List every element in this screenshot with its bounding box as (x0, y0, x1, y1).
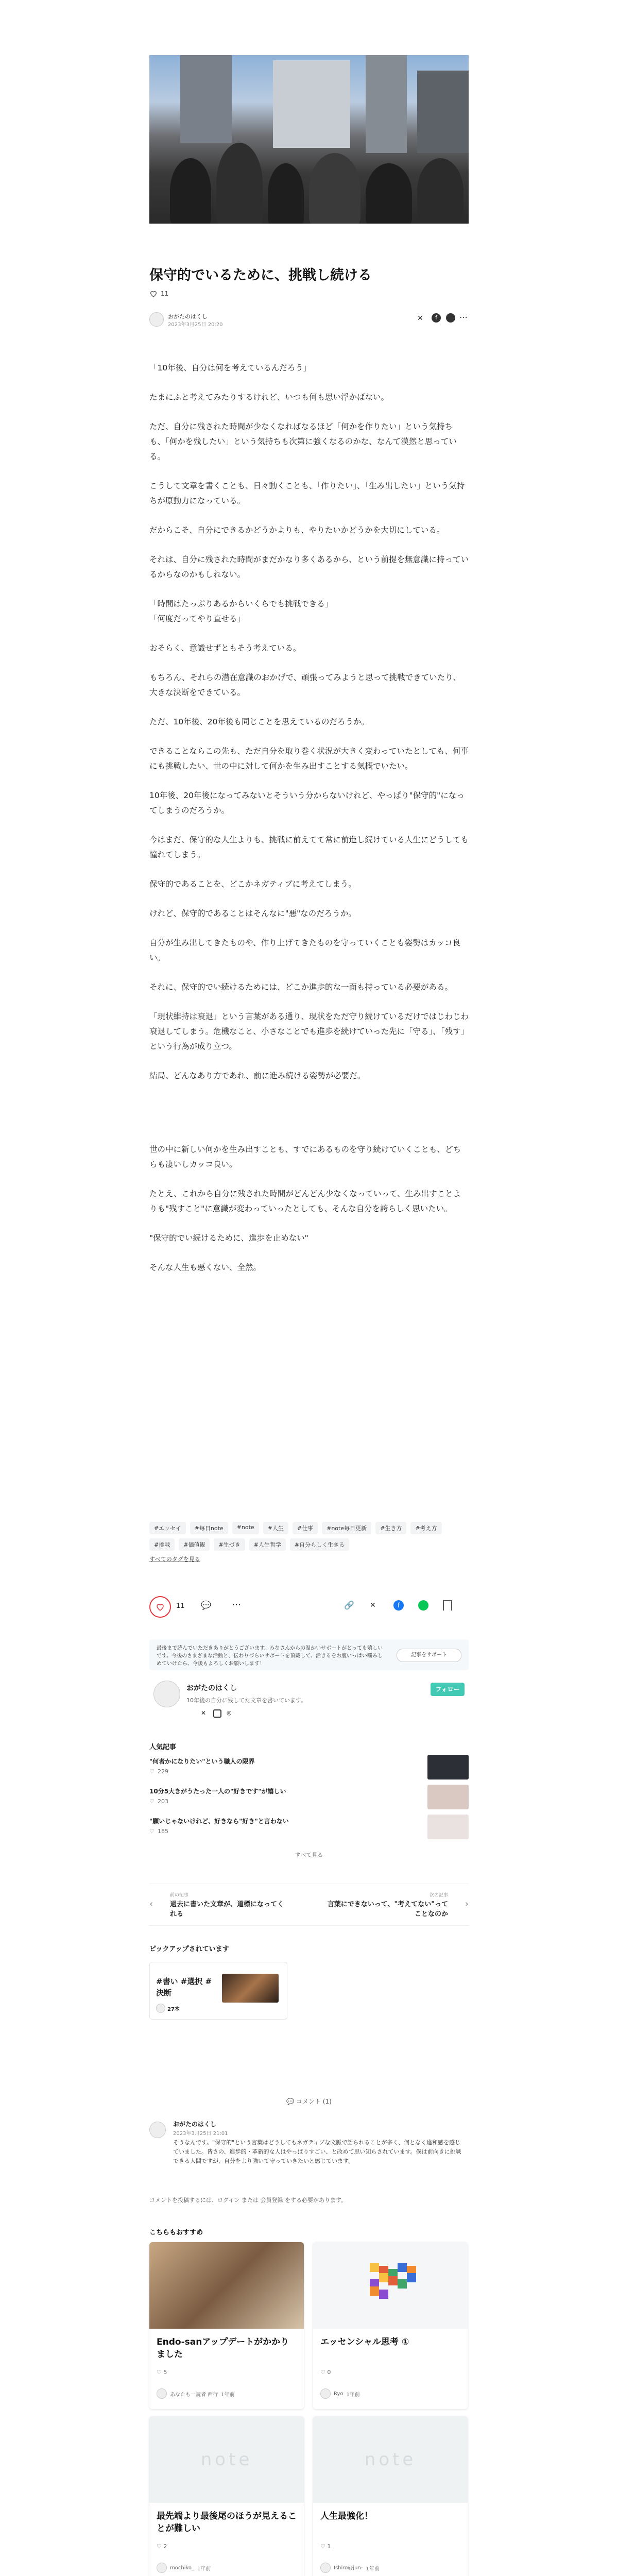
prev-label: 前の記事 (170, 1893, 189, 1898)
popular-title: 人気記事 (149, 1743, 177, 1751)
card-title: Endo-sanアップデートがかかりました (157, 2337, 289, 2360)
card-author (320, 2563, 380, 2573)
tag-chip[interactable]: #価値観 (179, 1538, 210, 1551)
like-count: 11 (161, 290, 169, 297)
author-avatar[interactable] (149, 312, 164, 327)
article-paragraph: けれど、保守的であることはそんなに"悪"なのだろうか。 (149, 909, 356, 918)
support-box (149, 1639, 469, 1670)
next-label: 次の記事 (429, 1893, 448, 1898)
link-icon[interactable]: 🔗 (344, 1600, 354, 1610)
magazine-thumbnail (222, 1974, 279, 2003)
tag-chip[interactable]: #挑戦 (149, 1538, 175, 1551)
support-text: 最後まで読んでいただきありがとうございます。みなさんからの温かいサポートがとっても嬉しいです。今後のさまざまな活動と、伝わりづらいサポートを頂戴して、活きるをお腹いっぱい噛みしめていけたら、今後もよろしくお願いします！ (157, 1646, 383, 1666)
article-paragraph: 保守的であることを、どこかネガティブに考えてしまう。 (149, 879, 356, 889)
chevron-right-icon[interactable]: › (465, 1899, 469, 1909)
card-like-count: 0 (327, 2369, 331, 2376)
magazine-avatar (156, 2004, 165, 2013)
card-likes (320, 2369, 331, 2376)
login-hint[interactable]: コメントを投稿するには、ログイン または 会員登録 をする必要があります。 (149, 2197, 347, 2204)
popular-item[interactable] (149, 1755, 469, 1782)
card-likes (157, 2543, 167, 2550)
tag-chip[interactable]: #毎日note (190, 1522, 228, 1534)
popular-item-title: "何者かになりたい"という職人の限界 (149, 1758, 255, 1765)
popular-item-likes: 229 (158, 1768, 168, 1775)
article-paragraph: 「現状維持は衰退」という言葉がある通り、現状をただ守り続けているだけではじわじわ衰退してしまう。危機なこと、小さなことでも進歩を続けていった先に「守る」、「残す」という行為が成り立つ。 (149, 1012, 469, 1051)
card-title: 最先端より最後尾のほうが見えることが難しい (157, 2511, 297, 2534)
popular-item[interactable] (149, 1815, 469, 1841)
more-icon[interactable]: ⋯ (459, 312, 468, 322)
popular-item-likes: 185 (158, 1828, 168, 1835)
heart-icon: ♡ (320, 2543, 328, 2550)
tag-chip[interactable]: #仕事 (293, 1522, 318, 1534)
heart-icon (156, 1602, 165, 1612)
profile-bio: 10年後の自分に残してた文章を書いています。 (186, 1697, 307, 1704)
facebook-icon[interactable]: f (393, 1600, 404, 1611)
popular-item[interactable] (149, 1785, 469, 1811)
card-author-avatar (320, 2388, 331, 2399)
card-time: 1年前 (197, 2566, 211, 2572)
card-title: 人生最強化！ (320, 2511, 373, 2521)
pickup-magazine[interactable] (149, 1962, 287, 2020)
instagram-icon[interactable] (213, 1709, 221, 1718)
article-paragraph (149, 1098, 469, 1128)
tag-chip[interactable]: #人生哲学 (249, 1538, 286, 1551)
popular-item-thumbnail (427, 1815, 469, 1839)
card-author-name: Ishiro@jun- (334, 2565, 363, 2571)
rss-icon[interactable]: ◎ (227, 1709, 232, 1716)
comment-header (149, 2097, 469, 2106)
card-author (157, 2563, 211, 2573)
comment-text: そうなんです。"保守的"という言葉はどうしてもネガティブな文脈で語られることが多く、何となく違和感を感じていました。皆さの、進歩的・革新的な人はやっぱりすごい、と改めて思い知らされています。僕は前向きに挑戦できる人間ですが、自分をより強いて守っていきたいと感じています。 (173, 2139, 461, 2164)
card-author-avatar (320, 2563, 331, 2573)
tag-chip[interactable]: #生き方 (375, 1522, 406, 1534)
card-likes (157, 2369, 167, 2376)
profile-name[interactable]: おがたのはくし (186, 1684, 237, 1692)
comment-author[interactable]: おがたのはくし (173, 2121, 217, 2128)
article-paragraph: できることならこの先も、ただ自分を取り巻く状況が大きく変わっていたとしても、何事にも挑戦したい、世の中に対して何かを生み出すことする気概でいたい。 (149, 747, 469, 771)
article-paragraph: 「時間はたっぷりあるからいくらでも挑戦できる」 「何度だってやり直せる」 (149, 599, 333, 623)
more-icon[interactable]: ⋯ (232, 1599, 241, 1610)
tag-chip[interactable]: #生づき (214, 1538, 245, 1551)
article-paragraph: "保守的でい続けるために、進歩を止めない" (149, 1233, 308, 1243)
x-share-icon[interactable]: ✕ (417, 314, 423, 323)
comment-icon: 💬 (286, 2098, 295, 2105)
card-author-avatar (157, 2388, 167, 2399)
card-title: エッセンシャル思考 ① (320, 2337, 409, 2347)
popular-item-likes: 203 (158, 1798, 168, 1805)
like-count: 11 (176, 1602, 185, 1610)
article-paragraph: たまにふと考えてみたりするけれど、いつも何も思い浮かばない。 (149, 393, 389, 402)
facebook-icon[interactable]: f (432, 313, 441, 323)
tag-chip[interactable]: #エッセイ (149, 1522, 186, 1534)
heart-icon: ♡ (157, 2543, 164, 2550)
author-row (149, 312, 469, 328)
article-paragraph: ただ、自分に残された時間が少なくなればなるほど「何かを作りたい」という気持ちも、「何かを残したい」という気持ちも次第に強くなるのかな、なんて漠然と思っている。 (149, 422, 457, 461)
heart-icon: ♡ (149, 1798, 154, 1805)
article-paragraph: それは、自分に残された時間がまだかなり多くあるから、という前提を無意識に持っているからなのかもしれない。 (149, 555, 469, 579)
profile-avatar[interactable] (153, 1681, 180, 1707)
line-icon[interactable] (446, 313, 455, 323)
line-icon[interactable] (418, 1600, 428, 1611)
card-author-avatar (157, 2563, 167, 2573)
pickup-title: ピックアップされています (149, 1945, 229, 1953)
comment-date: 2023年3月25日 21:01 (173, 2131, 228, 2137)
heart-icon[interactable] (149, 290, 158, 298)
card-like-count: 1 (327, 2543, 331, 2550)
article-paragraph: 結局、どんなあり方であれ、前に進み続ける姿勢が必要だ。 (149, 1071, 366, 1080)
tag-chip[interactable]: #考え方 (410, 1522, 441, 1534)
article-paragraph: ただ、10年後、20年後も同じことを思えているのだろうか。 (149, 717, 369, 726)
article-paragraph: 「10年後、自分は何を考えているんだろう」 (149, 363, 312, 372)
card-likes (320, 2543, 331, 2550)
profile-card (149, 1677, 469, 1727)
card-like-count: 2 (163, 2543, 167, 2550)
card-author (320, 2388, 360, 2399)
card-like-count: 5 (163, 2369, 167, 2376)
x-icon[interactable]: ✕ (201, 1709, 207, 1717)
action-bar (149, 1596, 469, 1620)
article-paragraph: 世の中に新しい何かを生み出すことも、すでにあるものを守り続けていくことも、どちらも凄いしカッコ良い。 (149, 1145, 461, 1169)
comment-item (149, 2119, 469, 2180)
article-nav (149, 1884, 469, 1926)
heart-icon: ♡ (149, 1768, 154, 1775)
heart-icon: ♡ (320, 2369, 328, 2376)
card-author-name: あなたも一読者 西行 (170, 2392, 218, 2398)
card-time: 1年前 (346, 2392, 360, 2398)
article-paragraph: もちろん、それらの潜在意識のおかげで、頑張ってみようと思って挑戦できていたり、大きな決断をできている。 (149, 673, 461, 697)
recommended-card[interactable] (149, 2242, 304, 2409)
card-time: 1年前 (221, 2392, 235, 2398)
recommended-card[interactable] (149, 2416, 304, 2576)
tag-chip[interactable]: #note (232, 1522, 259, 1534)
prev-title[interactable]: 過去に書いた文章が、道標になってくれる (170, 1901, 284, 1918)
tag-chip[interactable]: #人生 (263, 1522, 288, 1534)
recommended-card[interactable] (313, 2242, 468, 2409)
like-button[interactable] (149, 1596, 171, 1618)
comment-avatar[interactable] (149, 2122, 166, 2138)
popular-item-thumbnail (427, 1755, 469, 1780)
article-paragraph: そんな人生も悪くない、全然。 (149, 1263, 262, 1272)
hero-image (149, 55, 469, 224)
article-paragraph: こうして文章を書くことも、日々動くことも、「作りたい」、「生み出したい」という気持ちが原動力になっている。 (149, 481, 465, 505)
bookmark-icon[interactable] (443, 1600, 452, 1611)
card-author-name: Ryo (334, 2391, 344, 2397)
article-paragraph: たとえ、これから自分に残された時間がどんどん少なくなっていって、生み出すことよりも"残すこと"に意識が変わっていったとしても、そんな自分を誇らしく思いたい。 (149, 1189, 461, 1213)
see-all-link[interactable]: すべて見る (295, 1852, 323, 1858)
follow-button[interactable]: フォロー (431, 1683, 465, 1696)
comment-count: コメント (1) (296, 2098, 332, 2105)
heart-icon: ♡ (157, 2369, 164, 2376)
comment-icon[interactable]: 💬 (201, 1600, 211, 1610)
popular-item-title: 10分5大きがうたった一人の"好きです"が嬉しい (149, 1788, 286, 1795)
popular-item-title: "願いじゃないけれど、好きなら"好き"と言わない (149, 1818, 289, 1825)
next-title[interactable]: 言葉にできないって、"考えてない"ってことなのか (327, 1901, 448, 1918)
article-paragraph: だからこそ、自分にできるかどうかよりも、やりたいかどうかを大切にしている。 (149, 526, 445, 535)
note-logo-placeholder: note (313, 2416, 468, 2503)
article-paragraph: 自分が生み出してきたものや、作り上げてきたものを守っていくことも姿勢はカッコ良い。 (149, 938, 461, 962)
magazine-count: 27本 (167, 2007, 180, 2012)
tag-chip[interactable]: #note毎日更新 (322, 1522, 371, 1534)
recommended-card[interactable] (313, 2416, 468, 2576)
publish-date: 2023年3月25日 20:20 (168, 322, 223, 328)
recommended-title: こちらもおすすめ (149, 2229, 203, 2236)
tag-chip[interactable]: #自分らしく生きる (290, 1538, 349, 1551)
tag-list (149, 1522, 469, 1551)
note-logo-placeholder: note (149, 2416, 304, 2503)
heart-icon: ♡ (149, 1828, 154, 1835)
card-time: 1年前 (366, 2566, 380, 2572)
card-author-name: mochiko_ (170, 2565, 195, 2571)
card-thumbnail (313, 2242, 468, 2329)
support-button[interactable]: 記事をサポート (397, 1649, 461, 1662)
article-body (149, 361, 469, 1290)
x-share-icon[interactable]: ✕ (370, 1601, 376, 1609)
author-name[interactable]: おがたのはくし (168, 313, 208, 320)
article-paragraph: 今はまだ、保守的な人生よりも、挑戦に前えてて常に前進し続けている人生にどうしても憧れてしまう。 (149, 835, 469, 859)
article-title: 保守的でいるために、挑戦し続ける (149, 267, 372, 283)
article-paragraph: おそらく、意識せずともそう考えている。 (149, 643, 301, 653)
article-paragraph: それに、保守的でい続けるためには、どこか進歩的な一面も持っている必要がある。 (149, 982, 453, 992)
card-author (157, 2388, 235, 2399)
all-tags-link[interactable]: すべてのタグを見る (149, 1556, 200, 1563)
popular-item-thumbnail (427, 1785, 469, 1809)
like-summary (149, 290, 168, 298)
chevron-left-icon[interactable]: ‹ (149, 1899, 153, 1909)
magazine-title: #書い #選択 #決断 (156, 1977, 212, 1997)
article-paragraph: 10年後、20年後になってみないとそういう分からないけれど、やっぱり"保守的"になってしまうのだろうか。 (149, 791, 465, 815)
card-thumbnail (149, 2242, 304, 2329)
